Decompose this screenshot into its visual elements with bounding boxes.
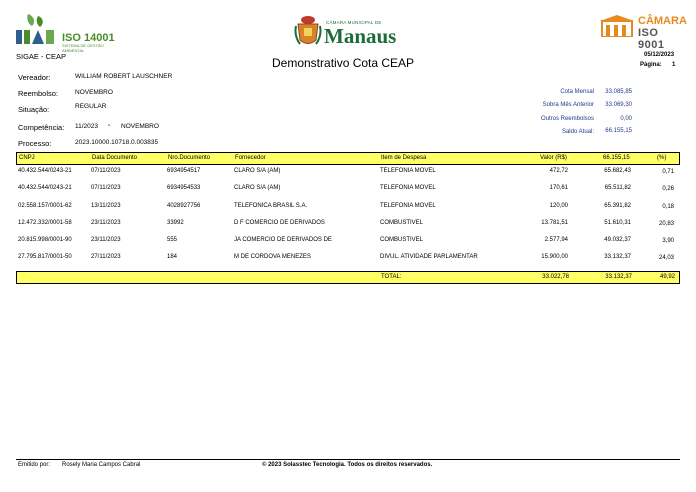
processo-value: 2023.10000.10718.0.003835 (75, 139, 159, 146)
camara-subtitle: CÂMARA MUNICIPAL DE (326, 20, 382, 25)
iso-14001-logo (14, 12, 118, 53)
cell-item: COMBUSTIVEL (380, 220, 424, 226)
cell-data: 07/11/2023 (91, 185, 121, 191)
cell-data: 23/11/2023 (91, 220, 121, 226)
vereador-value: WILLIAM ROBERT LAUSCHNER (75, 73, 173, 80)
header-fornecedor: Fornecedor (235, 155, 266, 161)
total-label: TOTAL: (381, 274, 402, 280)
sobra-mes-anterior-value: 33.069,30 (605, 102, 632, 108)
total-saldo: 33.132,37 (605, 274, 632, 280)
cell-saldo: 49.032,37 (604, 237, 631, 243)
cell-percent: 0,71 (662, 169, 674, 175)
cell-valor: 472,72 (549, 168, 568, 174)
cell-fornecedor: M DE CORDOVA MENEZES (234, 254, 311, 260)
header-cnpj: CNPJ (19, 155, 35, 161)
header-nro-documento: Nro.Documento (168, 155, 211, 161)
sobra-mes-anterior-label: Sobra Mês Anterior (542, 102, 594, 108)
cell-valor: 2.577,94 (544, 237, 568, 243)
outros-reembolsos-value: 0,00 (620, 116, 632, 122)
page-label: Página: (640, 62, 662, 68)
cell-nro: 6934954517 (167, 168, 201, 174)
cell-saldo: 65.511,82 (604, 185, 631, 191)
header-data-documento: Data Documento (92, 155, 138, 161)
cell-percent: 20,83 (658, 221, 674, 227)
page-number: 1 (672, 62, 676, 68)
camara-title: Manaus (324, 24, 397, 48)
cell-item: COMBUSTIVEL (380, 237, 424, 243)
table-body (16, 166, 680, 270)
cell-nro: 4028927756 (167, 203, 201, 209)
cell-cnpj: 12.472.332/0001-58 (18, 220, 72, 226)
copyright: © 2023 Solasstec Tecnologia. Todos os direitos reservados. (262, 462, 433, 468)
cell-fornecedor: JA COMERCIO DE DERIVADOS DE (234, 237, 332, 243)
coat-of-arms-icon (294, 14, 322, 48)
iso9001-bottom-text: ISO 9001 (638, 27, 665, 51)
competencia-period: 11/2023 (75, 123, 99, 130)
table-total-row (16, 271, 680, 284)
cell-data: 07/11/2023 (91, 168, 121, 174)
header-percent: (%) (657, 155, 667, 161)
saldo-atual-label: Saldo Atual: (561, 129, 594, 135)
cell-valor: 170,61 (549, 185, 568, 191)
total-valor: 33.022,78 (542, 274, 569, 280)
cell-saldo: 65.682,43 (604, 168, 631, 174)
header-saldo: 66.155,15 (603, 155, 630, 161)
cell-valor: 120,00 (549, 203, 568, 209)
cell-nro: 6934954533 (167, 185, 201, 191)
cell-nro: 184 (167, 254, 178, 260)
table-row (16, 251, 680, 268)
iso-logo-subtext: SISTEMA DE GESTÃO AMBIENTAL (62, 43, 104, 53)
cell-fornecedor: CLARO S/A (AM) (234, 168, 281, 174)
reembolso-label: Reembolso: (18, 89, 59, 98)
cell-item: TELEFONIA MOVEL (380, 203, 436, 209)
building-logo-icon (600, 15, 634, 37)
cell-cnpj: 40.432.544/0243-21 (18, 185, 72, 191)
reembolso-value: NOVEMBRO (75, 89, 113, 96)
saldo-atual-value: 66.155,15 (605, 128, 632, 134)
table-row (16, 217, 680, 234)
cell-valor: 13.781,51 (541, 220, 568, 226)
cell-data: 13/11/2023 (91, 203, 121, 209)
header-valor: Valor (R$) (540, 155, 567, 161)
table-header (16, 152, 680, 165)
leaf-logo-icon (14, 12, 60, 46)
table-row (16, 234, 680, 251)
system-name: SIGAE - CEAP (16, 52, 67, 61)
emitido-por-value: Rosely Maria Campos Cabral (62, 462, 141, 468)
cell-fornecedor: CLARO S/A (AM) (234, 185, 281, 191)
cell-item: DIVUL. ATIVIDADE PARLAMENTAR (380, 254, 478, 260)
camara-manaus-logo (294, 14, 404, 50)
emitido-label: Emitido por: (18, 462, 51, 468)
cell-saldo: 51.610,31 (604, 220, 631, 226)
cell-percent: 0,18 (662, 204, 674, 210)
cell-cnpj: 20.815.998/0001-90 (18, 237, 72, 243)
cell-nro: 555 (167, 237, 178, 243)
cell-saldo: 33.132,37 (604, 254, 631, 260)
cell-item: TELEFONIA MOVEL (380, 168, 436, 174)
cota-mensal-value: 33.085,85 (605, 89, 632, 95)
table-row (16, 200, 680, 217)
cell-data: 23/11/2023 (91, 237, 121, 243)
total-percent: 49,92 (659, 274, 675, 280)
outros-reembolsos-label: Outros Reembolsos (540, 116, 594, 122)
competencia-separator: - (108, 122, 111, 129)
iso-9001-logo (600, 15, 688, 51)
situacao-value: REGULAR (75, 103, 107, 110)
cell-item: TELEFONIA MOVEL (380, 185, 436, 191)
page-title: Demonstrativo Cota CEAP (272, 56, 415, 70)
competencia-month: NOVEMBRO (121, 123, 159, 130)
cell-cnpj: 27.795.817/0001-50 (18, 254, 72, 260)
cota-mensal-label: Cota Mensal (560, 89, 594, 95)
cell-percent: 24,03 (658, 255, 674, 261)
cell-percent: 3,90 (662, 238, 674, 244)
cell-percent: 0,26 (662, 186, 674, 192)
cell-fornecedor: TELEFONICA BRASIL S.A. (234, 203, 308, 209)
table-row (16, 183, 680, 200)
table-row (16, 166, 680, 183)
cell-cnpj: 02.558.157/0001-62 (18, 203, 72, 209)
iso-logo-text: ISO 14001 (62, 32, 115, 44)
cell-saldo: 65.391,82 (604, 203, 631, 209)
situacao-label: Situação: (18, 105, 50, 114)
cell-cnpj: 40.432.544/0243-21 (18, 168, 72, 174)
footer-divider (16, 459, 680, 460)
vereador-label: Vereador: (18, 73, 51, 82)
iso9001-top-text: CÂMARA (638, 15, 687, 27)
processo-label: Processo: (18, 139, 52, 148)
cell-nro: 33992 (167, 220, 184, 226)
header-item-despesa: Item de Despesa (381, 155, 427, 161)
cell-fornecedor: D F COMERCIO DE DERIVADOS (234, 220, 325, 226)
cell-data: 27/11/2023 (91, 254, 121, 260)
competencia-label: Competência: (18, 123, 65, 132)
report-date: 05/12/2023 (644, 52, 675, 58)
cell-valor: 15.900,00 (541, 254, 568, 260)
